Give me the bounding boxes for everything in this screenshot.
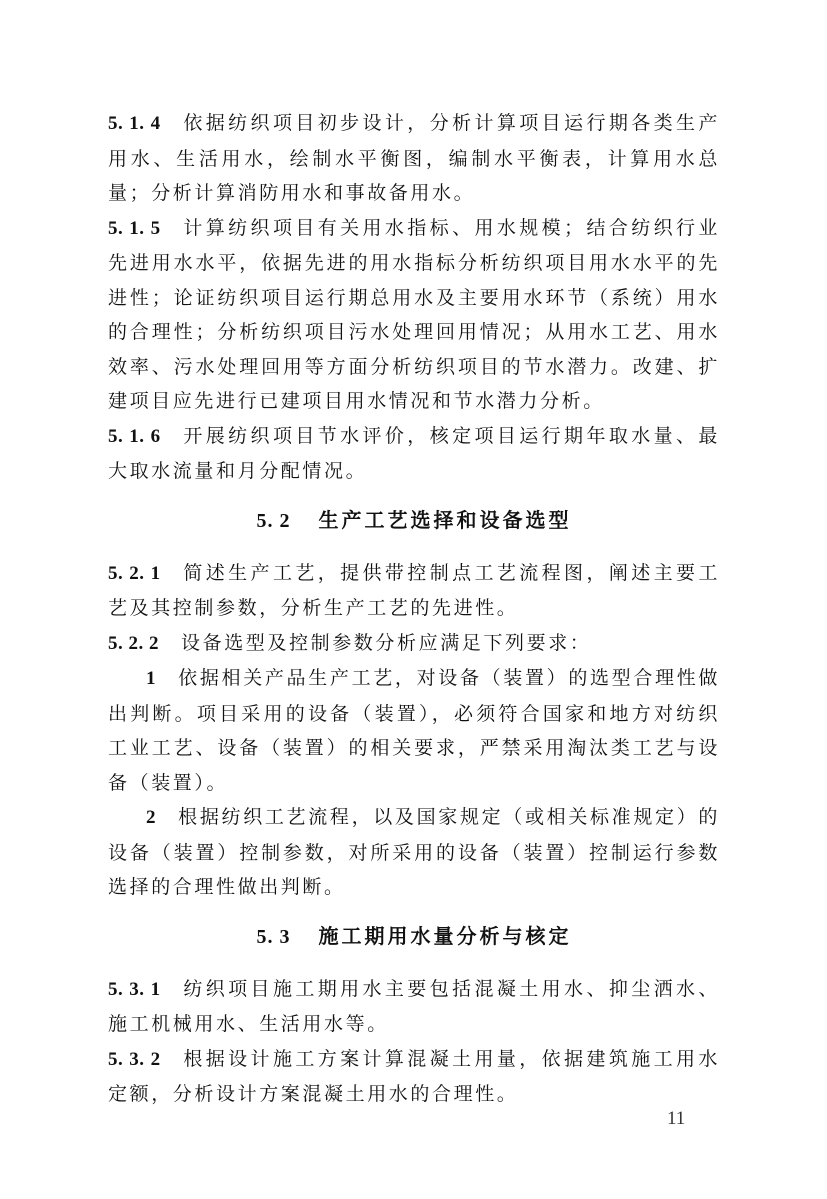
clause-text: 设备选型及控制参数分析应满足下列要求： — [181, 631, 592, 654]
clause-5-1-4 — [108, 106, 720, 211]
clause-text: 计算纺织项目有关用水指标、用水规模；结合纺织行业先进用水水平，依据先进的用水指标分析纺织项目用水水平的先进性；论证纺织项目运行期总用水及主要用水环节（系统）用水的合理性；分析纺织项目污水处理回用情况；从用水工艺、用水效率、污水处理回用等方面分析纺织项目的节水潜力。改建、扩建项目应先进行已建项目用水情况和节水潜力分析。 — [108, 216, 721, 412]
item-number: 1 — [146, 668, 159, 689]
clause-number: 5. 1. 5 — [108, 217, 161, 239]
clause-5-3-2 — [108, 1042, 720, 1112]
document-body — [108, 106, 720, 1112]
item-number: 2 — [146, 807, 159, 828]
clause-text: 开展纺织项目节水评价，核定项目运行期年取水量、最大取水流量和月分配情况。 — [108, 424, 721, 482]
section-title: 生产工艺选择和设备选型 — [318, 507, 572, 532]
clause-5-1-5 — [108, 211, 720, 419]
clause-number: 5. 1. 6 — [108, 425, 161, 447]
clause-number: 5. 1. 4 — [108, 113, 161, 134]
section-heading-5-2 — [108, 503, 720, 538]
clause-number: 5. 3. 2 — [108, 1048, 161, 1070]
clause-number: 5. 3. 1 — [108, 978, 161, 1000]
list-item — [108, 661, 720, 800]
clause-text: 简述生产工艺，提供带控制点工艺流程图，阐述主要工艺及其控制参数，分析生产工艺的先进性。 — [108, 561, 721, 619]
clause-5-1-6 — [108, 419, 720, 489]
section-number: 5. 3 — [256, 925, 291, 948]
clause-number: 5. 2. 1 — [108, 562, 161, 584]
section-number: 5. 2 — [256, 509, 291, 532]
item-text: 依据相关产品生产工艺，对设备（装置）的选型合理性做出判断。项目采用的设备（装置），必须符合国家和地方对纺织工业工艺、设备（装置）的相关要求，严禁采用淘汰类工艺与设备（装置）。 — [108, 667, 720, 794]
item-text: 根据纺织工艺流程，以及国家规定（或相关标准规定）的设备（装置）控制参数，对所采用的设备（装置）控制运行参数选择的合理性做出判断。 — [108, 806, 720, 898]
page-number: 11 — [667, 1108, 686, 1129]
clause-5-2-2 — [108, 626, 720, 662]
clause-5-3-1 — [108, 972, 720, 1042]
clause-text: 依据纺织项目初步设计，分析计算项目运行期各类生产用水、生活用水，绘制水平衡图，编制水平衡表，计算用水总量；分析计算消防用水和事故备用水。 — [108, 112, 721, 204]
section-heading-5-3 — [108, 919, 720, 954]
clause-5-2-1 — [108, 556, 720, 626]
list-item — [108, 800, 720, 905]
clause-text: 根据设计施工方案计算混凝土用量，依据建筑施工用水定额，分析设计方案混凝土用水的合理性。 — [108, 1047, 721, 1105]
clause-text: 纺织项目施工期用水主要包括混凝土用水、抑尘洒水、施工机械用水、生活用水等。 — [108, 977, 721, 1035]
clause-number: 5. 2. 2 — [108, 632, 159, 654]
section-title: 施工期用水量分析与核定 — [318, 923, 572, 948]
